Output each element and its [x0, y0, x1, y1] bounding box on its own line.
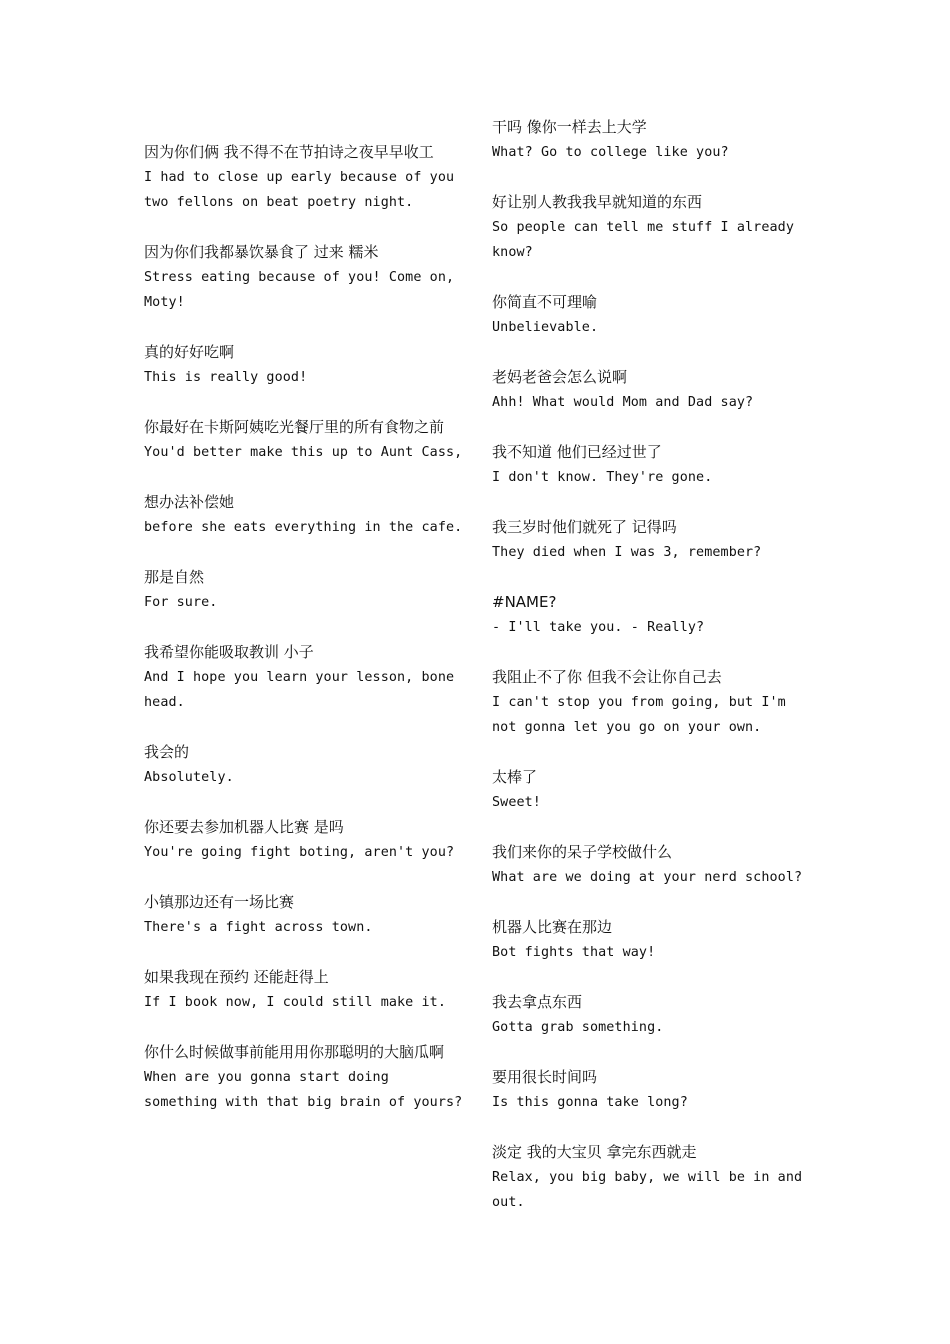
english-line: Gotta grab something.: [492, 1020, 664, 1035]
english-line: If I book now, I could still make it.: [144, 995, 446, 1010]
english-line: Absolutely.: [144, 770, 234, 785]
english-line: Stress eating because of you! Come on, Moty!: [144, 270, 455, 310]
english-line: There's a fight across town.: [144, 920, 373, 935]
subtitle-column-left: [144, 140, 466, 1140]
subtitle-entry: [144, 815, 466, 865]
chinese-line: 真的好好吃啊: [144, 343, 235, 361]
subtitle-entry: [144, 565, 466, 615]
chinese-line: 老妈老爸会怎么说啊: [492, 368, 628, 386]
english-line: Sweet!: [492, 795, 541, 810]
english-line: Ahh! What would Mom and Dad say?: [492, 395, 754, 410]
chinese-line: 小镇那边还有一场比赛: [144, 893, 295, 911]
subtitle-entry: [492, 1065, 814, 1115]
subtitle-entry: [492, 1140, 814, 1215]
chinese-line: 我三岁时他们就死了 记得吗: [492, 518, 677, 536]
english-line: So people can tell me stuff I already know?: [492, 220, 794, 260]
subtitle-entry: [492, 365, 814, 415]
subtitle-entry: [144, 415, 466, 465]
subtitle-entry: [492, 590, 814, 640]
english-line: You'd better make this up to Aunt Cass,: [144, 445, 463, 460]
subtitle-entry: [144, 640, 466, 715]
chinese-line: 你最好在卡斯阿姨吃光餐厅里的所有食物之前: [144, 418, 445, 436]
subtitle-entry: [144, 890, 466, 940]
subtitle-entry: [492, 115, 814, 165]
chinese-line: 你什么时候做事前能用用你那聪明的大脑瓜啊: [144, 1043, 445, 1061]
english-line: Is this gonna take long?: [492, 1095, 688, 1110]
subtitle-entry: [144, 965, 466, 1015]
english-line: For sure.: [144, 595, 218, 610]
english-line: What? Go to college like you?: [492, 145, 729, 160]
chinese-line: 如果我现在预约 还能赶得上: [144, 968, 329, 986]
chinese-line: 好让别人教我我早就知道的东西: [492, 193, 703, 211]
chinese-line: 我会的: [144, 743, 190, 761]
english-line: Unbelievable.: [492, 320, 599, 335]
chinese-line: 我们来你的呆子学校做什么: [492, 843, 673, 861]
chinese-line: #NAME?: [492, 593, 557, 611]
english-line: - I'll take you. - Really?: [492, 620, 705, 635]
english-line: I don't know. They're gone.: [492, 470, 713, 485]
english-line: I had to close up early because of you two fellons on beat poetry night.: [144, 170, 455, 210]
chinese-line: 因为你们我都暴饮暴食了 过来 糯米: [144, 243, 379, 261]
chinese-line: 机器人比赛在那边: [492, 918, 613, 936]
subtitle-entry: [492, 915, 814, 965]
english-line: Bot fights that way!: [492, 945, 656, 960]
english-line: And I hope you learn your lesson, bone head.: [144, 670, 455, 710]
chinese-line: 要用很长时间吗: [492, 1068, 598, 1086]
chinese-line: 你简直不可理喻: [492, 293, 598, 311]
english-line: They died when I was 3, remember?: [492, 545, 762, 560]
subtitle-entry: [144, 1040, 466, 1115]
subtitle-entry: [492, 665, 814, 740]
english-line: Relax, you big baby, we will be in and out.: [492, 1170, 803, 1210]
english-line: before she eats everything in the cafe.: [144, 520, 463, 535]
subtitle-column-right: [492, 115, 814, 1240]
english-line: What are we doing at your nerd school?: [492, 870, 803, 885]
chinese-line: 我不知道 他们已经过世了: [492, 443, 662, 461]
chinese-line: 我阻止不了你 但我不会让你自己去: [492, 668, 722, 686]
chinese-line: 那是自然: [144, 568, 205, 586]
subtitle-entry: [144, 240, 466, 315]
chinese-line: 淡定 我的大宝贝 拿完东西就走: [492, 1143, 697, 1161]
chinese-line: 我去拿点东西: [492, 993, 583, 1011]
subtitle-entry: [492, 990, 814, 1040]
subtitle-entry: [492, 290, 814, 340]
subtitle-entry: [144, 340, 466, 390]
chinese-line: 你还要去参加机器人比赛 是吗: [144, 818, 344, 836]
subtitle-entry: [492, 190, 814, 265]
chinese-line: 想办法补偿她: [144, 493, 235, 511]
english-line: You're going fight boting, aren't you?: [144, 845, 455, 860]
subtitle-entry: [144, 490, 466, 540]
chinese-line: 因为你们俩 我不得不在节拍诗之夜早早收工: [144, 143, 434, 161]
subtitle-entry: [144, 140, 466, 215]
subtitle-entry: [492, 765, 814, 815]
subtitle-entry: [492, 440, 814, 490]
english-line: When are you gonna start doing something with that big brain of yours?: [144, 1070, 463, 1110]
chinese-line: 干吗 像你一样去上大学: [492, 118, 647, 136]
subtitle-entry: [492, 840, 814, 890]
english-line: This is really good!: [144, 370, 308, 385]
english-line: I can't stop you from going, but I'm not gonna let you go on your own.: [492, 695, 786, 735]
subtitle-entry: [492, 515, 814, 565]
subtitle-entry: [144, 740, 466, 790]
chinese-line: 我希望你能吸取教训 小子: [144, 643, 314, 661]
chinese-line: 太棒了: [492, 768, 538, 786]
